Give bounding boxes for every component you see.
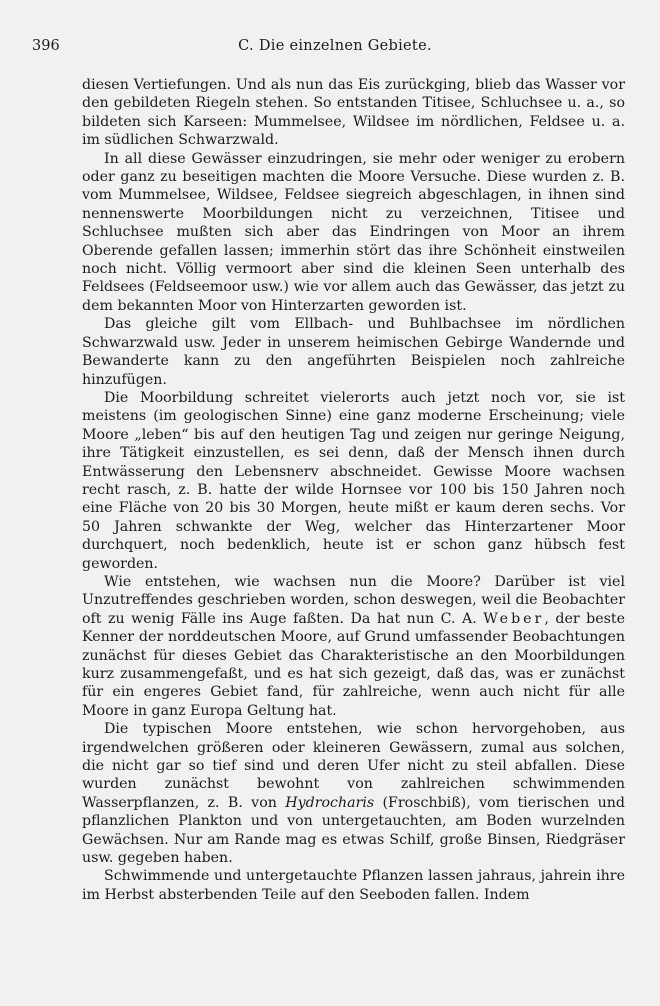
paragraph-6-text-b: (Froschbiß), vom tierischen und pflanzlichen Plankton und von untergetauchten, am Boden wurzelnden Gewächsen. Nur am Rande mag es etwas Schilf, große Binsen, Riedgräser usw. gegeben haben. [82, 794, 626, 867]
paragraph-5-text-b: , der beste Kenner der norddeutschen Moore, auf Grund umfassender Beobachtungen zunächst für dieses Gebiet das Charakteristische an den Moorbildungen kurz zusammengefaßt, und es hat sich gezeigt, daß das, was er zunächst für ein engeres Gebiet fand, für zahlreiche, wenn auch nicht für alle Moore in ganz Europa Geltung hat. [82, 610, 625, 719]
paragraph-4: Die Moorbildung schreitet vielerorts auch jetzt noch vor, sie ist meistens (im geologischen Sinne) eine ganz moderne Erscheinung; viele Moore „leben“ bis auf den heutigen Tag und zeigen nur geringe Neigung, ihre Tätigkeit einzustellen, es sei denn, daß der Mensch ihnen durch Entwässerung den Lebensnerv abschneidet. Gewisse Moore wachsen recht rasch, z. B. hatte der wilde Hornsee vor 100 bis 150 Jahren noch eine Fläche von 20 bis 30 Morgen, heute mißt er kaum deren sechs. Vor 50 Jahren schwankte der Weg, welcher das Hinterzartener Moor durchquert, noch bedenklich, heute ist er schon ganz hübsch fest geworden. [82, 389, 625, 572]
page-number: 396 [32, 38, 60, 54]
paragraph-1: diesen Vertiefungen. Und als nun das Eis zurückging, blieb das Wasser vor den gebildeten Riegeln stehen. So entstanden Titisee, Schluchsee u. a., so bildeten sich Karseen: Mummelsee, Wildsee im nördlichen, Feldsee u. a. im südlichen Schwarzwald. [82, 77, 625, 149]
page-header [32, 38, 638, 62]
paragraph-2: In all diese Gewässer einzudringen, sie mehr oder weniger zu erobern oder ganz zu beseitigen machten die Moore Versuche. Diese wurden z. B. vom Mummelsee, Wildsee, Feldsee siegreich abgeschlagen, in ihnen sind nennenswerte Moorbildungen nicht zu verzeichnen, Titisee und Schluchsee mußten sich aber das Eindringen von Moor an ihrem Oberende gefallen lassen; immerhin stört das ihre Schönheit einstweilen noch nicht. Völlig vermoort aber sind die kleinen Seen unterhalb des Feldsees (Feldseemoor usw.) wie vor allem auch das Gewässer, das jetzt zu dem bekannten Moor von Hinterzarten geworden ist. [82, 150, 625, 314]
author-name-weber: Weber [483, 610, 545, 627]
paragraph-6-text-a: Die typischen Moore entstehen, wie schon hervorgehoben, aus irgendwelchen größeren oder kleineren Gewässern, zumal aus solchen, die nicht gar so tief sind und deren Ufer nicht zu steil abfallen. Diese wurden zunächst bewohnt von zahlreichen schwimmenden Wasserpflanzen, z. B. von [82, 721, 625, 811]
paragraph-5 [82, 573, 625, 720]
paragraph-6 [82, 720, 625, 867]
body-text [82, 76, 625, 904]
paragraph-7: Schwimmende und untergetauchte Pflanzen lassen jahraus, jahrein ihre im Herbst absterbenden Teile auf den Seeboden fallen. Indem [82, 868, 625, 903]
taxon-hydrocharis: Hydrocharis [285, 794, 375, 811]
paragraph-3: Das gleiche gilt vom Ellbach- und Buhlbachsee im nördlichen Schwarzwald usw. Jeder in unserem heimischen Gebirge Wandernde und Bewanderte kann zu den angeführten Beispielen noch zahlreiche hinzufügen. [82, 316, 625, 388]
running-head: C. Die einzelnen Gebiete. [238, 38, 432, 54]
paragraph-5-text-a: Wie entstehen, wie wachsen nun die Moore? Darüber ist viel Unzutreffendes geschrieben worden, schon deswegen, weil die Beobachter oft zu wenig Fälle ins Auge faßten. Da hat nun C. A. [82, 573, 625, 627]
